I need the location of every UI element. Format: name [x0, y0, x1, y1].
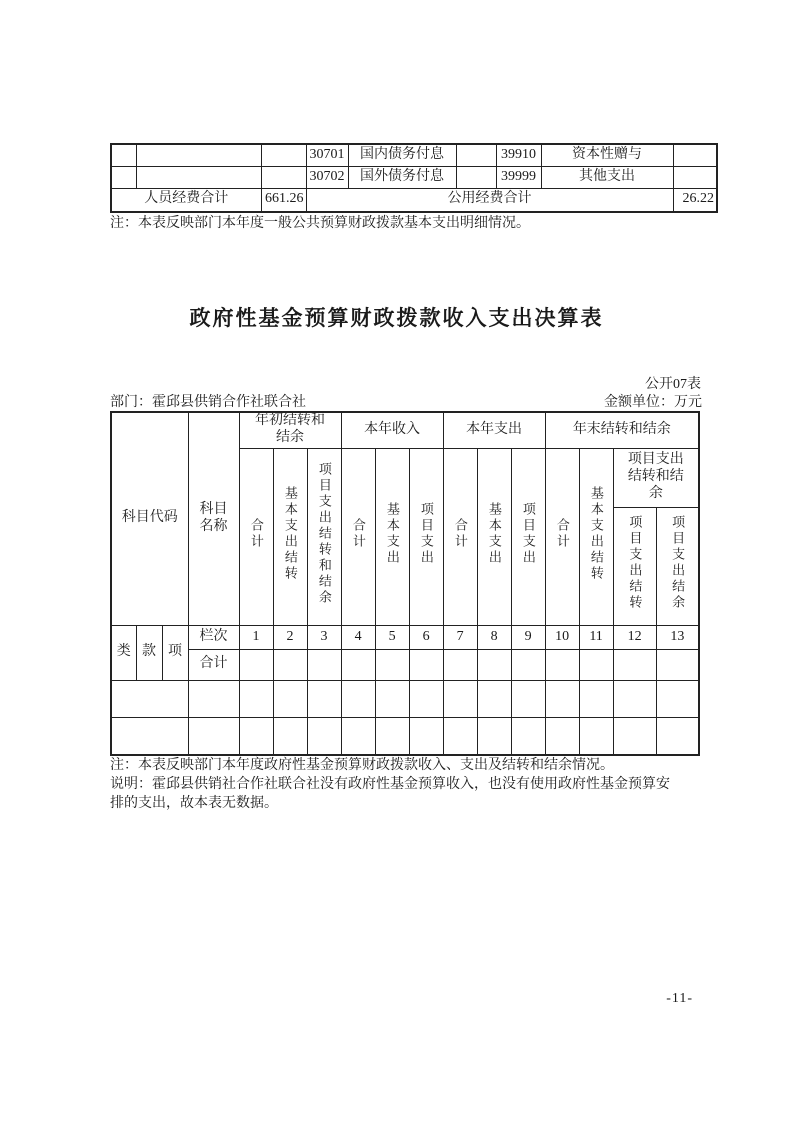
- header-col-12: [613, 507, 656, 625]
- col-number-cell: 2: [273, 625, 307, 649]
- col-label: 基本支出: [486, 501, 502, 566]
- basic-expenditure-table: [110, 143, 718, 213]
- empty-cell: [307, 680, 341, 717]
- empty-cell: [136, 166, 261, 188]
- table-code-label: 公开07表: [645, 377, 701, 392]
- header-col-3: [307, 448, 341, 625]
- code-item-cell: 项: [162, 625, 188, 680]
- code-cell: 39910: [496, 144, 541, 166]
- empty-cell: [188, 680, 239, 717]
- meta-row: [110, 391, 702, 411]
- col-label: 项目支出结余: [670, 515, 686, 612]
- empty-cell: [656, 717, 699, 755]
- data-cell: [579, 649, 613, 680]
- empty-cell: [443, 680, 477, 717]
- header-col-2: [273, 448, 307, 625]
- col-label: 合计: [554, 517, 570, 550]
- empty-cell: [375, 680, 409, 717]
- empty-cell: [239, 680, 273, 717]
- page-title: 政府性基金预算财政拨款收入支出决算表: [189, 306, 604, 330]
- col-label: 项目支出结转: [627, 515, 643, 612]
- data-cell: [511, 649, 545, 680]
- footer-explanation: 说明：霍邱县供销社合作社联合社没有政府性基金预算收入，也没有使用政府性基金预算安排的支出，故本表无数据。: [110, 776, 670, 811]
- empty-cell: [273, 717, 307, 755]
- empty-cell: [477, 680, 511, 717]
- empty-cell: [239, 717, 273, 755]
- empty-cell: [111, 717, 188, 755]
- data-cell: [477, 649, 511, 680]
- col-label: 基本支出: [384, 501, 400, 566]
- empty-cell: [673, 144, 717, 166]
- col-label: 项目支出: [418, 501, 434, 566]
- col-number-cell: 5: [375, 625, 409, 649]
- data-cell: [273, 649, 307, 680]
- empty-cell: [545, 717, 579, 755]
- empty-cell: [261, 166, 306, 188]
- col-number-cell: 13: [656, 625, 699, 649]
- table-row: [111, 166, 717, 188]
- header-col-7: [443, 448, 477, 625]
- header-group-yearstart: 年初结转和结余: [239, 412, 341, 448]
- col-number-cell: 4: [341, 625, 375, 649]
- empty-cell: [136, 144, 261, 166]
- empty-cell: [341, 680, 375, 717]
- unit-label: 金额单位：万元: [604, 395, 702, 410]
- name-cell: 其他支出: [541, 166, 673, 188]
- col-number-cell: 10: [545, 625, 579, 649]
- code-cell: 39999: [496, 166, 541, 188]
- col-number-cell: 6: [409, 625, 443, 649]
- data-cell: [545, 649, 579, 680]
- empty-cell: [273, 680, 307, 717]
- header-col-4: [341, 448, 375, 625]
- header-col-11: [579, 448, 613, 625]
- col-label: 项目支出结转和结余: [316, 461, 332, 606]
- empty-cell: [511, 717, 545, 755]
- data-cell: [409, 649, 443, 680]
- name-cell: 国内债务付息: [348, 144, 456, 166]
- col-label: 基本支出结转: [282, 485, 298, 582]
- lanci-label-cell: 栏次: [188, 625, 239, 649]
- total-value-cell: 661.26: [261, 188, 306, 212]
- code-section-cell: 款: [136, 625, 162, 680]
- empty-cell: [375, 717, 409, 755]
- data-cell: [341, 649, 375, 680]
- empty-data-row: [111, 680, 699, 717]
- col-label: 合计: [452, 517, 468, 550]
- department-label: 部门：霍邱县供销合作社联合社: [110, 395, 306, 410]
- header-subject-code: 科目代码: [111, 412, 188, 625]
- header-group-row: [111, 412, 699, 448]
- empty-cell: [261, 144, 306, 166]
- empty-cell: [188, 717, 239, 755]
- header-col-5: [375, 448, 409, 625]
- data-cell: [239, 649, 273, 680]
- table-row: [111, 144, 717, 166]
- empty-cell: [409, 680, 443, 717]
- empty-cell: [307, 717, 341, 755]
- total-row: [111, 188, 717, 212]
- col-number-cell: 9: [511, 625, 545, 649]
- data-cell: [656, 649, 699, 680]
- col-number-cell: 11: [579, 625, 613, 649]
- name-cell: 国外债务付息: [348, 166, 456, 188]
- empty-cell: [511, 680, 545, 717]
- data-cell: [375, 649, 409, 680]
- code-cell: 30701: [306, 144, 348, 166]
- col-number-cell: 8: [477, 625, 511, 649]
- col-number-cell: 1: [239, 625, 273, 649]
- empty-cell: [341, 717, 375, 755]
- footer-note: 注：本表反映部门本年度政府性基金预算财政拨款收入、支出及结转和结余情况。: [110, 758, 614, 773]
- name-cell: 资本性赠与: [541, 144, 673, 166]
- data-cell: [613, 649, 656, 680]
- empty-cell: [579, 680, 613, 717]
- header-col-9: [511, 448, 545, 625]
- empty-cell: [613, 680, 656, 717]
- gov-fund-table: [110, 411, 700, 756]
- empty-cell: [111, 166, 136, 188]
- code-class-cell: 类: [111, 625, 136, 680]
- data-cell: [443, 649, 477, 680]
- header-col-10: [545, 448, 579, 625]
- empty-cell: [111, 144, 136, 166]
- empty-cell: [613, 717, 656, 755]
- header-col-13: [656, 507, 699, 625]
- empty-cell: [409, 717, 443, 755]
- empty-cell: [111, 680, 188, 717]
- col-number-cell: 3: [307, 625, 341, 649]
- total-label-cell: 人员经费合计: [111, 188, 261, 212]
- empty-cell: [579, 717, 613, 755]
- header-col-6: [409, 448, 443, 625]
- col-label: 项目支出: [520, 501, 536, 566]
- empty-cell: [656, 680, 699, 717]
- data-cell: [307, 649, 341, 680]
- col-label: 合计: [248, 517, 264, 550]
- total-data-row: [111, 649, 699, 680]
- page-number: -11-: [666, 991, 693, 1006]
- col-number-cell: 12: [613, 625, 656, 649]
- column-number-row: [111, 625, 699, 649]
- empty-cell: [545, 680, 579, 717]
- header-group-expense: 本年支出: [443, 412, 545, 448]
- col-label: 合计: [350, 517, 366, 550]
- header-col-8: [477, 448, 511, 625]
- table-note: 注：本表反映部门本年度一般公共预算财政拨款基本支出明细情况。: [110, 216, 530, 231]
- header-subject-name: 科目名称: [188, 412, 239, 625]
- header-group-income: 本年收入: [341, 412, 443, 448]
- empty-cell: [456, 166, 496, 188]
- header-subgroup: 项目支出结转和结余: [613, 448, 699, 507]
- empty-data-row: [111, 717, 699, 755]
- code-cell: 30702: [306, 166, 348, 188]
- header-group-yearend: 年末结转和结余: [545, 412, 699, 448]
- total-label-cell: 公用经费合计: [306, 188, 673, 212]
- col-label: 基本支出结转: [588, 485, 604, 582]
- empty-cell: [673, 166, 717, 188]
- col-number-cell: 7: [443, 625, 477, 649]
- empty-cell: [456, 144, 496, 166]
- header-col-1: [239, 448, 273, 625]
- footer-notes: [110, 757, 678, 814]
- empty-cell: [477, 717, 511, 755]
- total-value-cell: 26.22: [673, 188, 717, 212]
- row-label-cell: 合计: [188, 649, 239, 680]
- empty-cell: [443, 717, 477, 755]
